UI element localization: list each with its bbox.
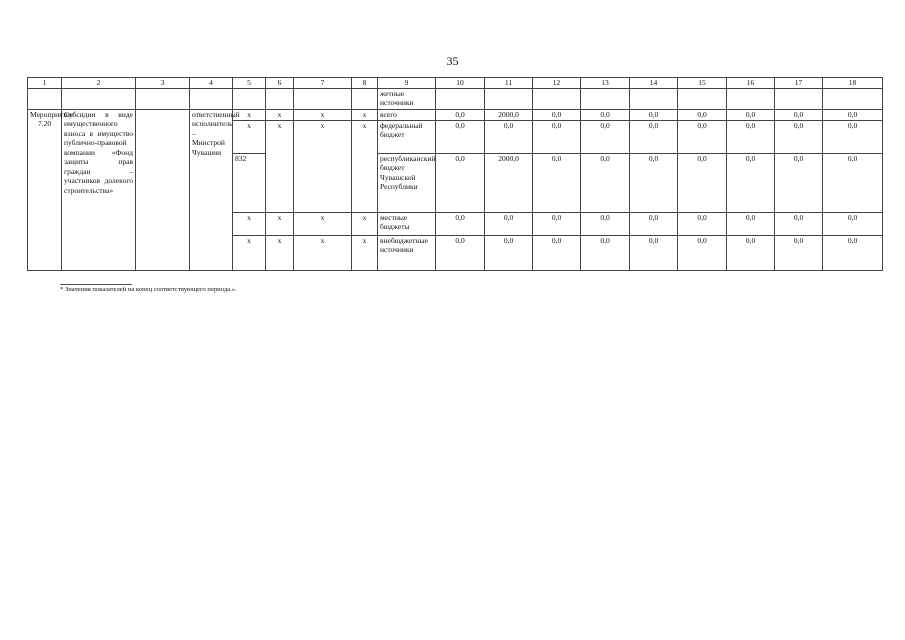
- code-cell: x: [233, 109, 266, 120]
- funding-source: внебюджетные источники: [378, 235, 436, 270]
- code-cell: x: [294, 235, 352, 270]
- value-cell: 0,0: [775, 212, 823, 235]
- continuation-row: [28, 88, 883, 109]
- header-cell: 9: [378, 78, 436, 89]
- value-cell: 0,0: [630, 153, 678, 212]
- budget-table: [27, 77, 883, 271]
- header-cell: 17: [775, 78, 823, 89]
- value-cell: 0,0: [775, 120, 823, 153]
- funding-source: местные бюджеты: [378, 212, 436, 235]
- header-cell: 3: [136, 78, 190, 89]
- value-cell: 0,0: [533, 235, 581, 270]
- funding-source: республиканский бюджет Чувашской Республики: [378, 153, 436, 212]
- funding-source: жетные источники: [378, 88, 436, 109]
- code-cell: x: [352, 235, 378, 270]
- header-cell: 6: [266, 78, 294, 89]
- value-cell: 0,0: [581, 212, 630, 235]
- header-row: [28, 78, 883, 89]
- value-cell: 0,0: [678, 153, 727, 212]
- code-cell: [352, 153, 378, 212]
- value-cell: 0,0: [581, 235, 630, 270]
- value-cell: 2000,0: [485, 109, 533, 120]
- value-cell: 0,0: [727, 235, 775, 270]
- code-cell: x: [294, 212, 352, 235]
- value-cell: 0,0: [727, 120, 775, 153]
- page-number: 35: [446, 54, 459, 68]
- value-cell: 0,0: [581, 109, 630, 120]
- code-cell: x: [233, 120, 266, 153]
- responsible-executor: ответственный исполнитель – Минстрой Чувашии: [190, 109, 233, 270]
- value-cell: 0,0: [436, 120, 485, 153]
- header-cell: 11: [485, 78, 533, 89]
- code-cell: x: [233, 212, 266, 235]
- code-cell: x: [352, 109, 378, 120]
- value-cell: 0,0: [678, 109, 727, 120]
- value-cell: 0,0: [581, 120, 630, 153]
- header-cell: 10: [436, 78, 485, 89]
- value-cell: 0,0: [823, 212, 883, 235]
- value-cell: 0,0: [727, 153, 775, 212]
- value-cell: 0,0: [630, 235, 678, 270]
- footnote-separator: [60, 284, 132, 285]
- code-cell: [294, 153, 352, 212]
- code-cell: x: [294, 109, 352, 120]
- value-cell: 0,0: [436, 212, 485, 235]
- value-cell: 0,0: [823, 235, 883, 270]
- value-cell: 0,0: [630, 120, 678, 153]
- code-cell: x: [233, 235, 266, 270]
- header-cell: 13: [581, 78, 630, 89]
- header-cell: 15: [678, 78, 727, 89]
- header-cell: 14: [630, 78, 678, 89]
- value-cell: 0,0: [436, 109, 485, 120]
- value-cell: 0,0: [678, 120, 727, 153]
- code-cell: x: [266, 120, 294, 153]
- value-cell: 2000,0: [485, 153, 533, 212]
- code-cell: x: [294, 120, 352, 153]
- value-cell: 0,0: [775, 109, 823, 120]
- value-cell: 0,0: [630, 212, 678, 235]
- measure-number: Мероприятие 7.20: [28, 109, 62, 270]
- value-cell: 0,0: [485, 212, 533, 235]
- value-cell: 0,0: [727, 212, 775, 235]
- header-cell: 4: [190, 78, 233, 89]
- header-cell: 18: [823, 78, 883, 89]
- value-cell: 0,0: [823, 109, 883, 120]
- value-cell: 0,0: [533, 120, 581, 153]
- code-cell: x: [352, 120, 378, 153]
- value-cell: 0,0: [533, 212, 581, 235]
- code-cell: 832: [233, 153, 266, 212]
- header-cell: 1: [28, 78, 62, 89]
- code-cell: x: [266, 235, 294, 270]
- table-row: [28, 109, 883, 120]
- value-cell: 0,0: [533, 109, 581, 120]
- footnote: * Значения показателей на конец соответствующего периода.».: [60, 286, 237, 293]
- header-cell: 8: [352, 78, 378, 89]
- value-cell: 0,0: [823, 153, 883, 212]
- code-cell: x: [266, 212, 294, 235]
- funding-source: всего: [378, 109, 436, 120]
- code-cell: x: [352, 212, 378, 235]
- value-cell: 0,0: [436, 153, 485, 212]
- header-cell: 12: [533, 78, 581, 89]
- value-cell: 0,0: [581, 153, 630, 212]
- code-cell: [266, 153, 294, 212]
- value-cell: 0,0: [630, 109, 678, 120]
- measure-description: Субсидии в виде имущественного взноса в имущество публично-правовой компании «Фонд защиты прав граждан – участников долевого строительства»: [62, 109, 136, 270]
- header-cell: 16: [727, 78, 775, 89]
- value-cell: 0,0: [436, 235, 485, 270]
- header-cell: 2: [62, 78, 136, 89]
- code-cell: x: [266, 109, 294, 120]
- value-cell: 0,0: [678, 235, 727, 270]
- measure-col3: [136, 109, 190, 270]
- value-cell: 0,0: [533, 153, 581, 212]
- value-cell: 0,0: [823, 120, 883, 153]
- value-cell: 0,0: [678, 212, 727, 235]
- funding-source: федеральный бюджет: [378, 120, 436, 153]
- value-cell: 0,0: [727, 109, 775, 120]
- header-cell: 5: [233, 78, 266, 89]
- value-cell: 0,0: [775, 153, 823, 212]
- header-cell: 7: [294, 78, 352, 89]
- value-cell: 0,0: [485, 235, 533, 270]
- value-cell: 0,0: [485, 120, 533, 153]
- value-cell: 0,0: [775, 235, 823, 270]
